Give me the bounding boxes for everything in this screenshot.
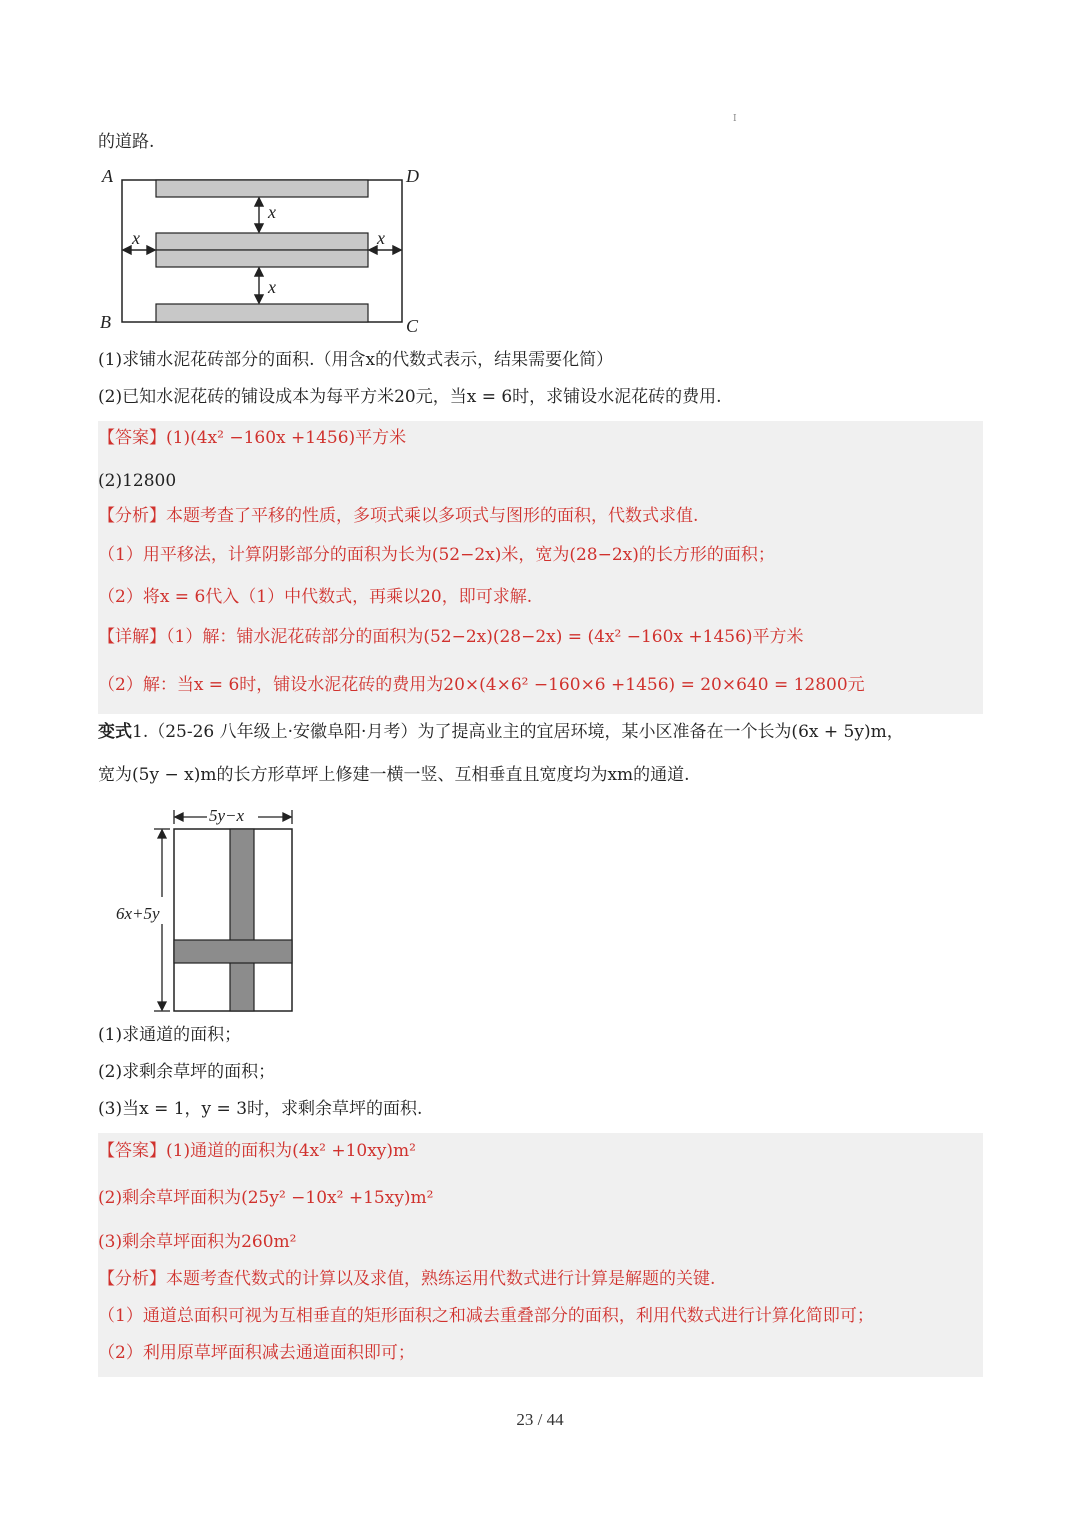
answer-2-part-2: (2)剩余草坪面积为(25y² −10x² +15xy)m² — [98, 1188, 434, 1208]
question-1-part-1: (1)求铺水泥花砖部分的面积.（用含x的代数式表示，结果需要化简） — [98, 350, 614, 370]
detail-tag: 【详解】 — [98, 627, 166, 647]
label-x-top: x — [268, 202, 276, 222]
detail-1-step-2: （2）解：当x = 6时，铺设水泥花砖的费用为20×(4×6² −160×6 +1456) = 20×640 = 12800元 — [98, 675, 865, 695]
variant-tag: 变式 — [98, 722, 132, 742]
lawn-diagram — [110, 800, 310, 1018]
label-C: C — [406, 316, 419, 336]
label-A: A — [102, 166, 113, 186]
middle-strip-upper — [156, 233, 368, 250]
answer-1-line-1 — [98, 426, 406, 450]
height-label: 6x+5y — [116, 904, 160, 923]
width-label: 5y−x — [209, 806, 245, 825]
variant-line-1 — [98, 720, 904, 744]
road-diagram — [96, 160, 436, 340]
bottom-strip — [156, 304, 368, 322]
corner-mark: I — [733, 114, 737, 124]
answer-1-part-1: (1)(4x² −160x +1456)平方米 — [166, 428, 407, 448]
answer-1-part-2: (2)12800 — [98, 471, 177, 491]
arrow-right-x — [369, 246, 401, 254]
question-1-part-2: (2)已知水泥花砖的铺设成本为每平方米20元，当x = 6时，求铺设水泥花砖的费用. — [98, 387, 722, 407]
analysis-2-step-2: （2）利用原草坪面积减去通道面积即可； — [98, 1343, 415, 1363]
top-strip — [156, 180, 368, 197]
answer-tag: 【答案】 — [98, 428, 166, 448]
variant-line-2: 宽为(5y − x)m的长方形草坪上修建一横一竖、互相垂直且宽度均为xm的通道. — [98, 765, 690, 785]
detail-1-step-1: （1）解：铺水泥花砖部分的面积为(52−2x)(28−2x) = (4x² −160x +1456)平方米 — [166, 627, 804, 647]
analysis-2-step-1: （1）通道总面积可视为互相垂直的矩形面积之和减去重叠部分的面积，利用代数式进行计算化简即可； — [98, 1306, 874, 1326]
answer-2-part-3: (3)剩余草坪面积为260m² — [98, 1232, 297, 1252]
intro-tail: 的道路. — [98, 132, 155, 152]
label-x-bottom: x — [268, 277, 276, 297]
analysis-1-step-2: （2）将x = 6代入（1）中代数式，再乘以20，即可求解. — [98, 587, 533, 607]
answer-2-part-1: (1)通道的面积为(4x² +10xy)m² — [166, 1141, 416, 1161]
arrow-bottom-x — [255, 268, 263, 303]
analysis-2-text: 本题考查代数式的计算以及求值，熟练运用代数式进行计算是解题的关键. — [166, 1269, 716, 1289]
middle-strip-lower — [156, 250, 368, 267]
analysis-1-step-1: （1）用平移法，计算阴影部分的面积为长为(52−2x)米，宽为(28−2x)的长方形的面积； — [98, 545, 775, 565]
analysis-tag: 【分析】 — [98, 506, 166, 526]
question-2-part-2: (2)求剩余草坪的面积； — [98, 1062, 276, 1082]
answer-1-line-2 — [98, 469, 176, 493]
analysis-1 — [98, 504, 698, 528]
detail-1-line-1 — [98, 625, 804, 649]
arrow-top-x — [255, 198, 263, 232]
path-vertical — [230, 829, 254, 1011]
label-B: B — [100, 312, 111, 332]
question-2-part-3: (3)当x = 1，y = 3时，求剩余草坪的面积. — [98, 1099, 423, 1119]
path-horizontal — [174, 940, 292, 963]
label-x-right: x — [377, 228, 385, 248]
label-x-left: x — [132, 228, 140, 248]
variant-text-1: 1.（25-26 八年级上·安徽阜阳·月考）为了提高业主的宜居环境，某小区准备在一个长为(6x + 5y)m， — [132, 722, 904, 742]
answer-2-line-1 — [98, 1139, 416, 1163]
answer-box-1 — [98, 421, 983, 714]
analysis-2-tag: 【分析】 — [98, 1269, 166, 1289]
label-D: D — [406, 166, 419, 186]
question-2-part-1: (1)求通道的面积； — [98, 1025, 242, 1045]
analysis-1-text: 本题考查了平移的性质，多项式乘以多项式与图形的面积，代数式求值. — [166, 506, 699, 526]
analysis-2 — [98, 1267, 715, 1291]
answer-2-tag: 【答案】 — [98, 1141, 166, 1161]
page-number: 23 / 44 — [516, 1410, 564, 1429]
